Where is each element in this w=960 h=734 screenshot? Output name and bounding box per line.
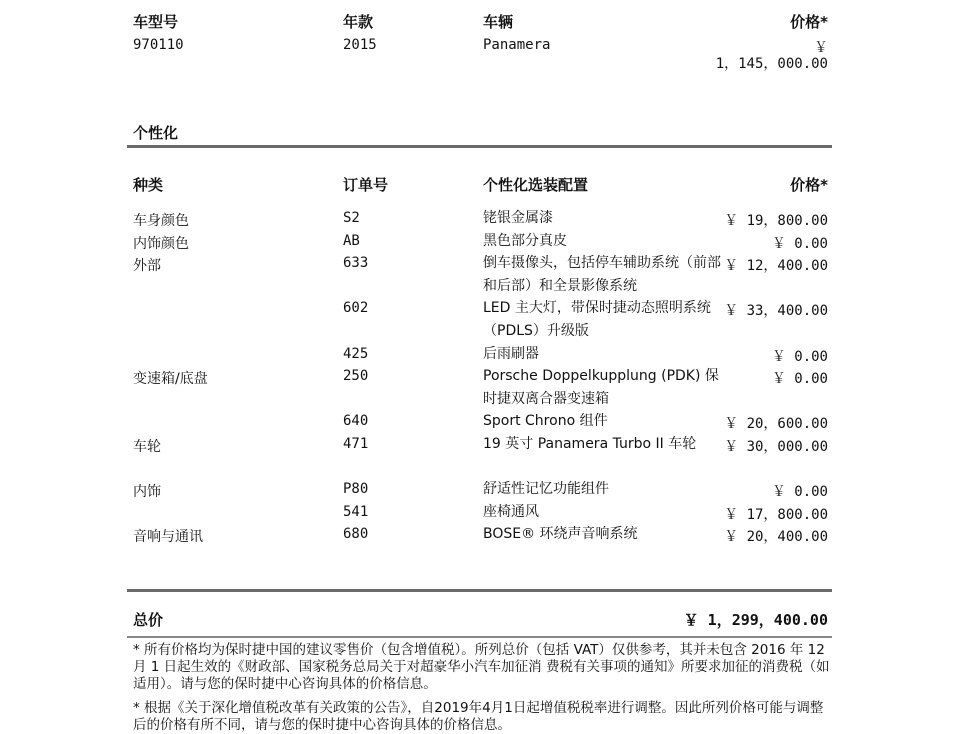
section-title: 个性化 <box>133 124 179 142</box>
total-divider-top <box>127 589 832 592</box>
header-option-price: 价格* <box>790 176 828 194</box>
total-amount: ￥ 1，299，400.00 <box>683 611 828 629</box>
header-price: 价格* <box>790 13 828 31</box>
row-desc: BOSE® 环绕声音响系统 <box>483 526 638 542</box>
vehicle-price: 1，145，000.00 <box>715 56 828 72</box>
row-desc: 铑银金属漆 <box>483 210 553 226</box>
footnote-vat: * 所有价格均为保时捷中国的建议零售价（包含增值税）。所列总价（包括 VAT）仅供参考，其并未包含 2016 年 12 月 1 日起生效的《财政部、国家税务总局关于对超豪华小汽车加征消 费税有关事项的通知》所要求加征的消费税（如适用）。请与您的保时捷中心咨询具体的价格信息。 <box>133 642 830 692</box>
row-desc: 座椅通风 <box>483 504 539 520</box>
row-price: ￥ 33，400.00 <box>724 303 828 319</box>
header-order-no: 订单号 <box>343 176 389 194</box>
row-desc: 倒车摄像头，包括停车辅助系统（前部和后部）和全景影像系统 <box>483 255 721 294</box>
header-model-code: 车型号 <box>133 13 179 31</box>
row-code: 640 <box>343 413 369 429</box>
row-desc: LED 主大灯，带保时捷动态照明系统（PDLS）升级版 <box>483 300 711 339</box>
row-desc: 后雨刷器 <box>483 346 539 362</box>
header-category: 种类 <box>133 176 164 194</box>
row-category: 内饰 <box>133 484 161 500</box>
row-price: ￥ 20，600.00 <box>724 416 828 432</box>
total-label: 总价 <box>133 611 164 629</box>
row-category: 外部 <box>133 258 161 274</box>
row-price: ￥ 30，000.00 <box>724 439 828 455</box>
row-price: ￥ 19，800.00 <box>724 213 828 229</box>
section-divider <box>127 145 832 148</box>
row-category: 音响与通讯 <box>133 529 203 545</box>
header-year: 年款 <box>343 13 374 31</box>
row-price: ￥ 0.00 <box>771 484 828 500</box>
row-category: 内饰颜色 <box>133 236 189 252</box>
row-category: 车身颜色 <box>133 213 189 229</box>
row-price: ￥ 20，400.00 <box>724 529 828 545</box>
row-code: AB <box>343 233 360 249</box>
row-desc: Porsche Doppelkupplung (PDK) 保时捷双离合器变速箱 <box>483 368 719 407</box>
row-code: 471 <box>343 436 369 452</box>
row-desc: 舒适性记忆功能组件 <box>483 481 609 497</box>
row-code: 602 <box>343 300 369 316</box>
vehicle-price-currency: ￥ <box>814 40 828 56</box>
row-category: 变速箱/底盘 <box>133 371 208 387</box>
row-code: 680 <box>343 526 369 542</box>
row-code: P80 <box>343 481 369 497</box>
row-code: 250 <box>343 368 369 384</box>
row-price: ￥ 0.00 <box>771 236 828 252</box>
header-config: 个性化选装配置 <box>483 176 589 194</box>
total-divider-bottom <box>127 636 832 638</box>
row-code: 425 <box>343 346 369 362</box>
model-year: 2015 <box>343 37 377 53</box>
row-price: ￥ 17，800.00 <box>724 507 828 523</box>
row-price: ￥ 12，400.00 <box>724 258 828 274</box>
row-price: ￥ 0.00 <box>771 349 828 365</box>
row-price: ￥ 0.00 <box>771 371 828 387</box>
footnote-tax-reform: * 根据《关于深化增值税改革有关政策的公告》，自2019年4月1日起增值税税率进行调整。因此所列价格可能与调整后的价格有所不同，请与您的保时捷中心咨询具体的价格信息。 <box>133 700 824 733</box>
row-desc: Sport Chrono 组件 <box>483 413 608 429</box>
model-code: 970110 <box>133 37 184 53</box>
row-category: 车轮 <box>133 439 161 455</box>
header-vehicle: 车辆 <box>483 13 514 31</box>
vehicle-name: Panamera <box>483 37 551 53</box>
row-code: 633 <box>343 255 369 271</box>
row-code: S2 <box>343 210 360 226</box>
row-desc: 黑色部分真皮 <box>483 233 567 249</box>
row-desc: 19 英寸 Panamera Turbo II 车轮 <box>483 436 697 452</box>
row-code: 541 <box>343 504 369 520</box>
